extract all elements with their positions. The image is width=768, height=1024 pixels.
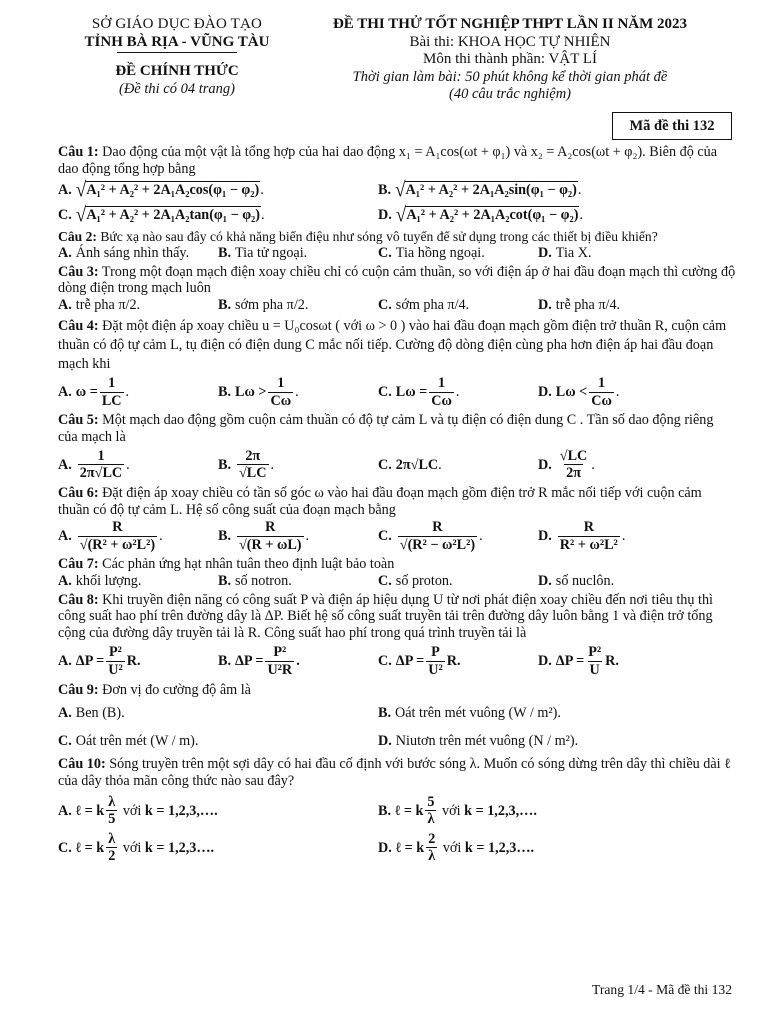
- denominator: LC: [101, 393, 122, 409]
- numerator: 1: [108, 375, 116, 392]
- numerator: 1: [277, 375, 285, 392]
- option-label: B.: [218, 384, 232, 401]
- fraction: [237, 520, 304, 553]
- option-tail: R.: [126, 653, 141, 670]
- numerator: 1: [97, 447, 105, 464]
- option-a[interactable]: A. $\frac{R}{\text{√(R² + ω²L²)}}$ .: [58, 519, 163, 553]
- question-7: [58, 556, 736, 573]
- option-a[interactable]: [58, 705, 378, 722]
- k-condition: k = 1,2,3,….: [464, 802, 537, 819]
- fraction: [558, 449, 590, 482]
- header-left: [52, 16, 302, 98]
- numerator: P²: [273, 643, 287, 660]
- question-label: Câu 1:: [58, 144, 99, 160]
- option-lhs: ℓ = k: [75, 802, 105, 819]
- options-row: [58, 297, 736, 314]
- option-b[interactable]: B. Lω > $\frac{1}{C\omega}$ .: [218, 375, 299, 409]
- fraction: [426, 645, 445, 678]
- question-label: Câu 9:: [58, 681, 99, 698]
- fraction: [78, 520, 157, 553]
- options-row: [58, 832, 736, 865]
- options-row: [58, 705, 736, 722]
- option-b[interactable]: B. $\frac{R}{√(R + \omega L)}$ .: [218, 519, 310, 553]
- option-lhs: ℓ = k: [395, 839, 425, 856]
- denominator: R² + ω²L²: [559, 536, 618, 553]
- option-d[interactable]: [378, 733, 698, 750]
- with-word: với: [442, 802, 461, 819]
- question-label: Câu 2:: [58, 228, 97, 244]
- fraction: [106, 832, 117, 865]
- option-label: D.: [538, 572, 552, 589]
- denominator: λ: [428, 848, 436, 865]
- option-label: B.: [218, 244, 232, 261]
- exam-duration: Thời gian làm bài: 50 phút không kể thời gian phát đề: [352, 69, 668, 86]
- option-lhs: Lω >: [235, 384, 267, 401]
- option-label: C.: [58, 733, 72, 750]
- denominator: √(R + ωL): [239, 536, 302, 553]
- question-5: [58, 412, 736, 446]
- question-text: Một mạch dao động gồm cuộn cảm thuần có độ tự cảm L và tụ điện có điện dung C . Tần số dao động riêng của mạch là: [58, 412, 714, 446]
- question-label: Câu 10:: [58, 756, 106, 773]
- option-label: B.: [378, 704, 392, 721]
- option-d[interactable]: D. √ A₁² + A₂² + 2A₁A₂cot(φ₁ − φ₂) .: [378, 203, 583, 227]
- option-text: trễ pha π/4.: [555, 297, 621, 314]
- with-word: với: [442, 839, 462, 856]
- options-row: [58, 245, 736, 262]
- question-label: Câu 8:: [58, 591, 99, 608]
- option-b[interactable]: [218, 573, 378, 590]
- numerator: √LC: [559, 447, 588, 464]
- fraction: [589, 376, 614, 409]
- denominator: U²: [428, 661, 443, 678]
- options-row: [58, 376, 736, 409]
- option-label: D.: [378, 206, 392, 223]
- option-label: A.: [58, 297, 72, 314]
- numerator: λ: [108, 793, 116, 810]
- options-row: [58, 733, 736, 750]
- denominator: √(R² + ω²L²): [79, 536, 156, 553]
- option-lhs: ΔP =: [555, 653, 585, 670]
- option-lhs: Lω <: [555, 384, 588, 401]
- option-text: Ben (B).: [75, 704, 125, 721]
- question-6: [58, 485, 736, 519]
- province-name: TỈNH BÀ RỊA - VŨNG TÀU: [84, 33, 270, 50]
- question-text: Các phản ứng hạt nhân tuân theo định luật bảo toàn: [102, 556, 395, 573]
- question-text: Khi truyền điện năng có công suất P và điện áp hiệu dụng U từ nơi phát điện xoay chiều đến nơi tiêu thụ thì công suất hao phí trên đường dây là ΔP. Biết hệ số công suất truyền tải trên đường dây luôn bằng 1 và điện trở tổng cộng của đường dây truyền tải là R. Công suất hao phí trong quá trình truyền tải là: [58, 591, 713, 642]
- option-d[interactable]: [538, 573, 698, 590]
- option-a[interactable]: [58, 573, 218, 590]
- denominator: Cω: [591, 393, 612, 409]
- exam-title: ĐỀ THI THỬ TỐT NGHIỆP THPT LẦN II NĂM 2023: [332, 16, 688, 32]
- denominator: U: [589, 661, 600, 678]
- option-a[interactable]: A. ω = $\frac{1}{LC}$ .: [58, 375, 130, 409]
- option-d[interactable]: [538, 245, 698, 262]
- option-text: khối lượng.: [75, 572, 142, 589]
- option-a[interactable]: [58, 645, 218, 678]
- denominator: λ: [427, 811, 435, 828]
- option-label: A.: [58, 181, 72, 198]
- option-d[interactable]: D. $\frac{R}{\text{R² + ω²L²}}$ .: [538, 519, 626, 553]
- option-label: D.: [538, 297, 552, 314]
- numerator: R: [432, 519, 443, 536]
- option-text: số proton.: [395, 572, 453, 589]
- option-c[interactable]: [58, 832, 378, 865]
- question-text: Dao động của một vật là tổng hợp của hai dao động x₁ = A₁cos(ωt + φ₁) và x₂ = A₂cos(ωt + φ₂). Biên độ của dao động tổng hợp bằng: [58, 144, 718, 177]
- option-label: D.: [538, 384, 552, 401]
- question-8: [58, 592, 736, 642]
- option-label: D.: [538, 528, 552, 545]
- official-label: ĐỀ CHÍNH THỨC: [115, 63, 239, 80]
- with-word: với: [122, 839, 142, 856]
- denominator: √LC: [239, 465, 267, 482]
- option-text: sớm pha π/4.: [395, 297, 470, 314]
- fraction: [426, 832, 437, 865]
- question-label: Câu 4:: [58, 317, 99, 334]
- option-label: D.: [378, 839, 392, 856]
- option-text: số nuclôn.: [555, 572, 615, 589]
- option-text: trễ pha π/2.: [75, 297, 141, 314]
- page-count-note: (Đề thi có 04 trang): [119, 81, 235, 98]
- option-label: A.: [58, 244, 72, 261]
- numerator: λ: [108, 830, 116, 847]
- question-text: Sóng truyền trên một sợi dây có hai đầu cố định với bước sóng λ. Muốn có sóng dừng trên dây thì chiều dài ℓ của dây thỏa mãn công thức nào sau đây?: [58, 756, 731, 789]
- option-a[interactable]: A. √ A₁² + A₂² + 2A₁A₂cos(φ₁ − φ₂) .: [58, 178, 264, 202]
- exam-code-box: Mã đề thi 132: [612, 112, 732, 140]
- option-b[interactable]: [218, 645, 378, 678]
- fraction: [106, 645, 125, 678]
- option-text: Tia hồng ngoại.: [395, 244, 485, 261]
- question-1: [58, 144, 736, 178]
- option-d[interactable]: [378, 832, 698, 865]
- denominator: U²R: [267, 661, 293, 678]
- denominator: Cω: [431, 393, 452, 409]
- option-text: số notron.: [235, 572, 292, 589]
- numerator: 1: [438, 375, 446, 392]
- numerator: 1: [598, 375, 606, 392]
- option-d[interactable]: D. $\frac{√LC}{2\pi}$ .: [538, 447, 595, 482]
- page-footer: Trang 1/4 - Mã đề thi 132: [592, 982, 732, 997]
- option-lhs: Lω =: [395, 384, 428, 401]
- question-label: Câu 6:: [58, 484, 99, 501]
- numerator: R: [112, 519, 123, 536]
- option-lhs: ΔP =: [395, 653, 425, 670]
- question-count: (40 câu trắc nghiệm): [448, 86, 571, 103]
- option-label: C.: [58, 206, 72, 223]
- option-label: A.: [58, 528, 72, 545]
- option-label: A.: [58, 572, 72, 589]
- question-text: Đặt điện áp xoay chiều có tần số góc ω vào hai đầu đoạn mạch gồm điện trở R mắc nối tiếp với cuộn cảm thuần có độ tự cảm L. Hệ số công suất của đoạn mạch bằng: [58, 484, 702, 518]
- option-tail: .: [296, 653, 300, 670]
- question-text: Đơn vị đo cường độ âm là: [102, 681, 251, 698]
- option-label: A.: [58, 456, 72, 473]
- option-b[interactable]: B. √ A₁² + A₂² + 2A₁A₂sin(φ₁ − φ₂) .: [378, 178, 582, 202]
- option-lhs: ΔP =: [75, 653, 105, 670]
- header-right: [300, 16, 720, 103]
- denominator: 2π: [566, 465, 581, 482]
- option-text: sớm pha π/2.: [235, 297, 309, 314]
- option-label: D.: [538, 244, 552, 261]
- question-label: Câu 3:: [58, 263, 99, 280]
- question-4: [58, 317, 736, 375]
- question-text: Đặt một điện áp xoay chiều u = U₀cosωt ( với ω > 0 ) vào hai đầu đoạn mạch gồm điện trở thuần R, cuộn cảm thuần có độ tự cảm L, tụ điện có điện dung C mắc nối tiếp. Cường độ dòng điện cùng pha hơn điện áp hai đầu đoạn mạch khi: [58, 317, 727, 373]
- option-label: D.: [378, 733, 392, 750]
- option-c[interactable]: [58, 733, 378, 750]
- option-c[interactable]: [378, 573, 538, 590]
- option-c[interactable]: C. 2π√LC .: [378, 456, 442, 473]
- option-d[interactable]: D. Lω < $\frac{1}{C\omega}$ .: [538, 375, 620, 409]
- options-row: [58, 645, 736, 678]
- options-row: [58, 795, 736, 828]
- option-b[interactable]: [378, 705, 698, 722]
- option-label: B.: [218, 456, 232, 473]
- option-label: C.: [58, 839, 72, 856]
- option-label: B.: [378, 181, 392, 198]
- fraction: [558, 520, 620, 553]
- options-row: [58, 520, 736, 553]
- fraction: [100, 376, 124, 409]
- fraction: [268, 376, 293, 409]
- option-a[interactable]: [58, 297, 218, 314]
- option-c[interactable]: C. Lω = $\frac{1}{C\omega}$ .: [378, 375, 460, 409]
- option-text: Oát trên mét (W / m).: [75, 733, 199, 750]
- question-3: [58, 264, 736, 298]
- with-word: với: [122, 802, 142, 819]
- option-label: B.: [218, 297, 232, 314]
- fraction: [398, 520, 477, 553]
- option-tail: R.: [446, 653, 461, 670]
- exam-subject: Môn thi thành phần: VẬT LÍ: [422, 51, 598, 68]
- k-condition: k = 1,2,3….: [144, 839, 215, 856]
- question-text: Trong một đoạn mạch điện xoay chiều chỉ có cuộn cảm thuần, so với điện áp ở hai đầu đoạn mạch thì cường độ dòng điện trong mạch luôn: [58, 263, 736, 297]
- question-10: [58, 756, 736, 790]
- option-label: B.: [218, 528, 232, 545]
- option-label: C.: [378, 244, 392, 261]
- option-text: A₁² + A₂² + 2A₁A₂sin(φ₁ − φ₂): [405, 181, 578, 200]
- numerator: P: [431, 643, 440, 660]
- denominator: 2π√LC: [79, 465, 123, 482]
- option-text: Oát trên mét vuông (W / m²).: [395, 704, 561, 721]
- option-label: C.: [378, 456, 392, 473]
- option-label: C.: [378, 653, 392, 670]
- exam-subject-group: Bài thi: KHOA HỌC TỰ NHIÊN: [409, 33, 611, 50]
- denominator: √(R² − ω²L²): [399, 536, 476, 553]
- numerator: 2: [428, 830, 436, 847]
- fraction: [429, 376, 454, 409]
- option-label: C.: [378, 384, 392, 401]
- option-text: A₁² + A₂² + 2A₁A₂cos(φ₁ − φ₂): [85, 181, 260, 200]
- question-2: [58, 229, 736, 245]
- questions-body: [58, 144, 736, 865]
- header-divider: [117, 52, 237, 53]
- numerator: 5: [427, 793, 435, 810]
- fraction: [78, 449, 124, 482]
- options-row: [58, 203, 736, 227]
- option-lhs: ℓ = k: [75, 839, 105, 856]
- option-label: B.: [218, 653, 232, 670]
- option-text: 2π√LC: [395, 456, 439, 473]
- option-label: A.: [58, 384, 72, 401]
- option-lhs: ℓ = k: [395, 802, 424, 819]
- options-row: [58, 573, 736, 590]
- numerator: 2π: [245, 447, 261, 464]
- option-label: C.: [378, 528, 392, 545]
- option-d[interactable]: [538, 297, 698, 314]
- option-label: D.: [538, 653, 552, 670]
- option-label: B.: [218, 572, 232, 589]
- fraction: [425, 795, 436, 828]
- numerator: R: [583, 519, 594, 536]
- fraction: [106, 795, 117, 828]
- fraction: [237, 449, 269, 482]
- option-lhs: ΔP =: [235, 653, 264, 670]
- denominator: 2: [108, 848, 116, 865]
- options-row: [58, 178, 736, 202]
- option-text: A₁² + A₂² + 2A₁A₂tan(φ₁ − φ₂): [85, 206, 261, 225]
- option-c[interactable]: C. $\frac{R}{\text{√(R² − ω²L²)}}$ .: [378, 519, 483, 553]
- denominator: Cω: [270, 393, 292, 409]
- option-label: C.: [378, 572, 392, 589]
- option-text: A₁² + A₂² + 2A₁A₂cot(φ₁ − φ₂): [405, 206, 579, 225]
- option-label: A.: [58, 653, 72, 670]
- department-name: SỞ GIÁO DỤC ĐÀO TẠO: [91, 16, 263, 32]
- option-c[interactable]: [378, 645, 538, 678]
- k-condition: k = 1,2,3,….: [144, 802, 218, 819]
- option-label: C.: [378, 297, 392, 314]
- option-tail: R.: [605, 653, 619, 670]
- option-text: Niutơn trên mét vuông (N / m²).: [395, 733, 579, 750]
- numerator: R: [265, 519, 276, 536]
- option-c[interactable]: [378, 245, 538, 262]
- option-text: Ánh sáng nhìn thấy.: [75, 244, 190, 261]
- option-lhs: ω =: [75, 384, 98, 401]
- option-b[interactable]: B. $\frac{2\pi}{√LC}$ .: [218, 447, 275, 482]
- k-condition: k = 1,2,3….: [464, 839, 535, 856]
- question-text: Bức xạ nào sau đây có khả năng biến điệu như sóng vô tuyến để sử dụng trong các thiết bị điều khiển?: [100, 228, 658, 244]
- fraction: [265, 645, 294, 678]
- option-label: B.: [378, 802, 392, 819]
- numerator: P²: [109, 643, 122, 660]
- option-a[interactable]: A. $\frac{1}{2\pi√LC}$ .: [58, 447, 130, 482]
- denominator: U²: [108, 661, 123, 678]
- question-label: Câu 7:: [58, 556, 99, 573]
- fraction: [586, 645, 603, 678]
- option-label: A.: [58, 704, 72, 721]
- option-b[interactable]: [218, 245, 378, 262]
- option-b[interactable]: [218, 297, 378, 314]
- question-9: [58, 682, 736, 699]
- option-c[interactable]: C. √ A₁² + A₂² + 2A₁A₂tan(φ₁ − φ₂) .: [58, 203, 265, 227]
- option-b[interactable]: [378, 795, 698, 828]
- option-d[interactable]: [538, 645, 698, 678]
- numerator: P²: [588, 643, 602, 660]
- option-a[interactable]: [58, 795, 378, 828]
- option-text: Tia tử ngoại.: [235, 244, 308, 261]
- denominator: 5: [108, 811, 116, 828]
- question-label: Câu 5:: [58, 412, 99, 429]
- option-c[interactable]: [378, 297, 538, 314]
- option-text: Tia X.: [555, 244, 592, 261]
- option-a[interactable]: [58, 245, 218, 262]
- options-row: [58, 449, 736, 482]
- option-label: A.: [58, 802, 72, 819]
- option-label: D.: [538, 456, 552, 473]
